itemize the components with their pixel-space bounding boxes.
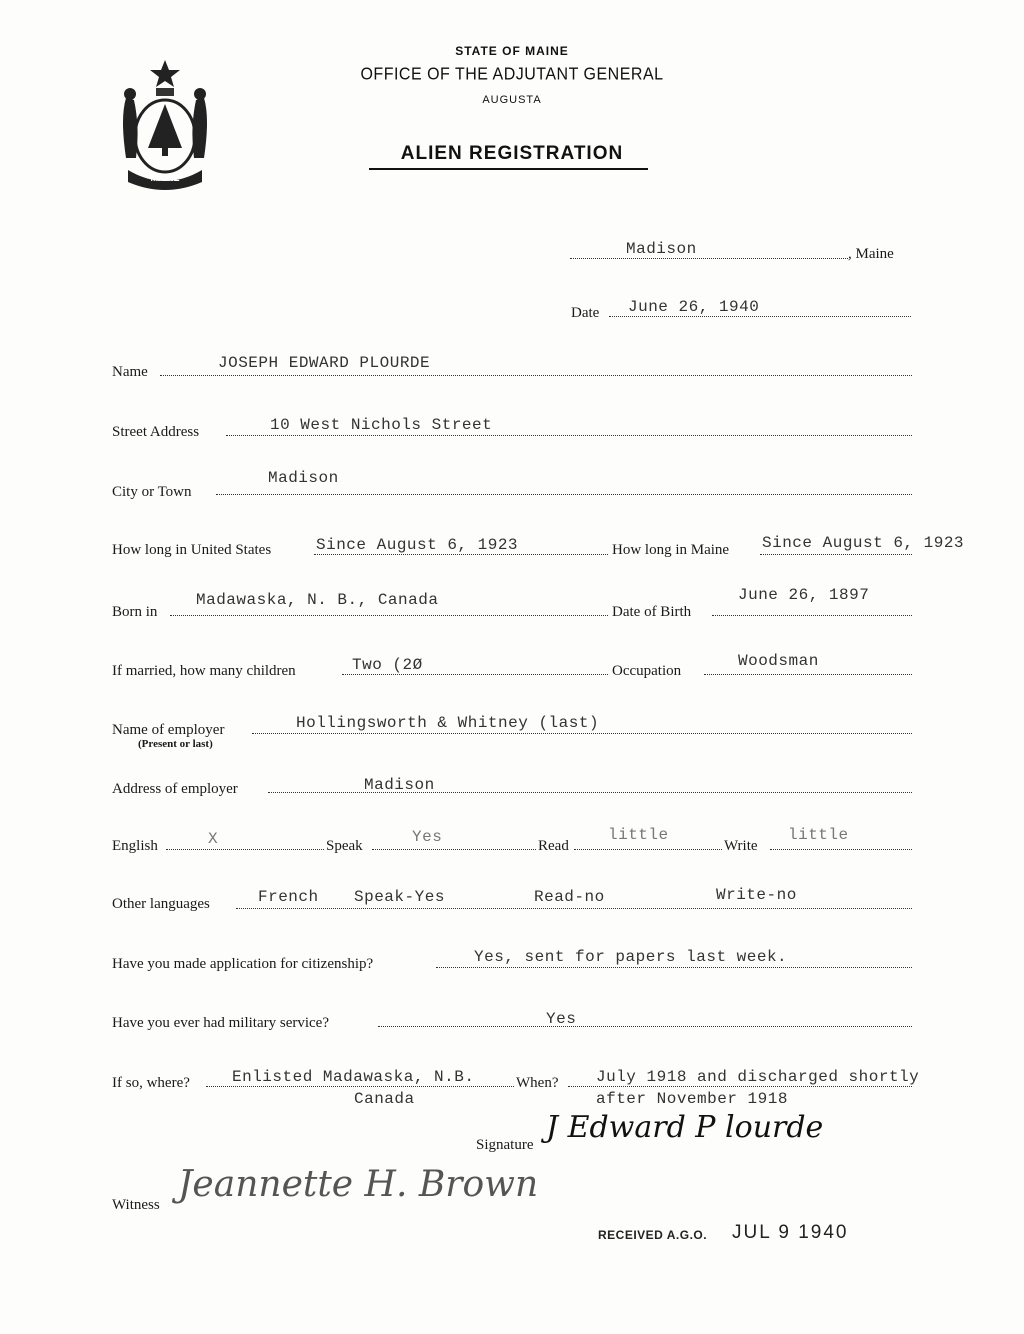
form-title: ALIEN REGISTRATION [400,143,624,164]
other-language-french: French [258,888,319,906]
witness-label: Witness [112,1197,160,1213]
english-value: X [208,830,219,848]
employer-label: Name of employer [112,722,225,738]
born-in-value: Madawaska, N. B., Canada [196,591,439,609]
citizenship-label: Have you made application for citizenship? [112,956,374,972]
dob-value: June 26, 1897 [738,586,870,604]
city-heading: AUGUSTA [482,94,542,106]
signature-label: Signature [476,1137,534,1153]
write-line [770,849,912,850]
where-value-line2: Canada [354,1090,415,1108]
street-label: Street Address [112,424,200,440]
read-label: Read [538,838,569,854]
dob-line [712,615,912,616]
write-label: Write [724,838,758,854]
employer-address-value: Madison [364,776,435,794]
seal-banner-text: MAINE [150,173,180,183]
city-line [216,494,912,495]
how-long-us-value: Since August 6, 1923 [316,536,519,554]
write-value: little [788,826,849,844]
how-long-us-label: How long in United States [112,542,272,558]
citizenship-value: Yes, sent for papers last week. [474,948,788,966]
received-stamp-text: RECEIVED A.G.O. [598,1228,708,1242]
name-line [160,375,912,376]
city-value: Madison [268,469,339,487]
how-long-maine-line [760,554,912,555]
speak-value: Yes [412,828,443,846]
how-long-us-line [314,554,608,555]
english-line [166,849,324,850]
dob-label: Date of Birth [612,604,692,620]
name-value: JOSEPH EDWARD PLOURDE [218,354,431,372]
date-line [609,316,911,317]
employer-address-label: Address of employer [112,781,238,797]
name-label: Name [112,364,148,380]
office-heading: OFFICE OF THE ADJUTANT GENERAL [360,65,664,84]
born-in-label: Born in [112,604,158,620]
other-language-read: Read-no [534,888,605,906]
employer-sublabel: (Present or last) [138,738,213,750]
children-value: Two (2Ø [352,656,423,674]
where-value-line1: Enlisted Madawaska, N.B. [232,1068,475,1086]
military-line [378,1026,912,1027]
when-line [568,1086,912,1087]
street-value: 10 West Nichols Street [270,416,493,434]
when-label: When? [516,1075,559,1091]
children-label: If married, how many children [112,663,296,679]
employer-line [252,733,912,734]
born-in-line [170,615,608,616]
occupation-label: Occupation [612,663,682,679]
military-value: Yes [546,1010,577,1028]
read-value: little [608,826,669,844]
citizenship-line [436,967,912,968]
employer-value: Hollingsworth & Whitney (last) [296,714,600,732]
speak-line [372,849,536,850]
other-language-write: Write-no [716,886,797,904]
street-line [226,435,912,436]
place-value: Madison [626,240,697,258]
occupation-line [704,674,912,675]
read-line [574,849,722,850]
signature-value: J Edward P lourde [546,1110,824,1145]
city-label: City or Town [112,484,192,500]
when-value-line2: after November 1918 [596,1090,788,1108]
date-value: June 26, 1940 [628,298,760,316]
how-long-maine-value: Since August 6, 1923 [762,534,965,552]
when-value-line1: July 1918 and discharged shortly [596,1068,920,1086]
date-label: Date [571,305,600,321]
children-line [342,674,608,675]
other-languages-label: Other languages [112,896,210,912]
state-heading: STATE OF MAINE [455,44,569,58]
military-label: Have you ever had military service? [112,1015,329,1031]
where-line [206,1086,514,1087]
received-stamp-date: JUL 9 1940 [732,1222,849,1243]
speak-label: Speak [326,838,363,854]
other-language-speak: Speak-Yes [354,888,445,906]
witness-value: Jeannette H. Brown [178,1164,539,1205]
english-label: English [112,838,158,854]
occupation-value: Woodsman [738,652,819,670]
place-line [570,258,848,259]
how-long-maine-label: How long in Maine [612,542,730,558]
place-suffix: , Maine [848,246,894,262]
title-underline [369,168,648,170]
other-languages-line [236,908,912,909]
where-label: If so, where? [112,1075,190,1091]
